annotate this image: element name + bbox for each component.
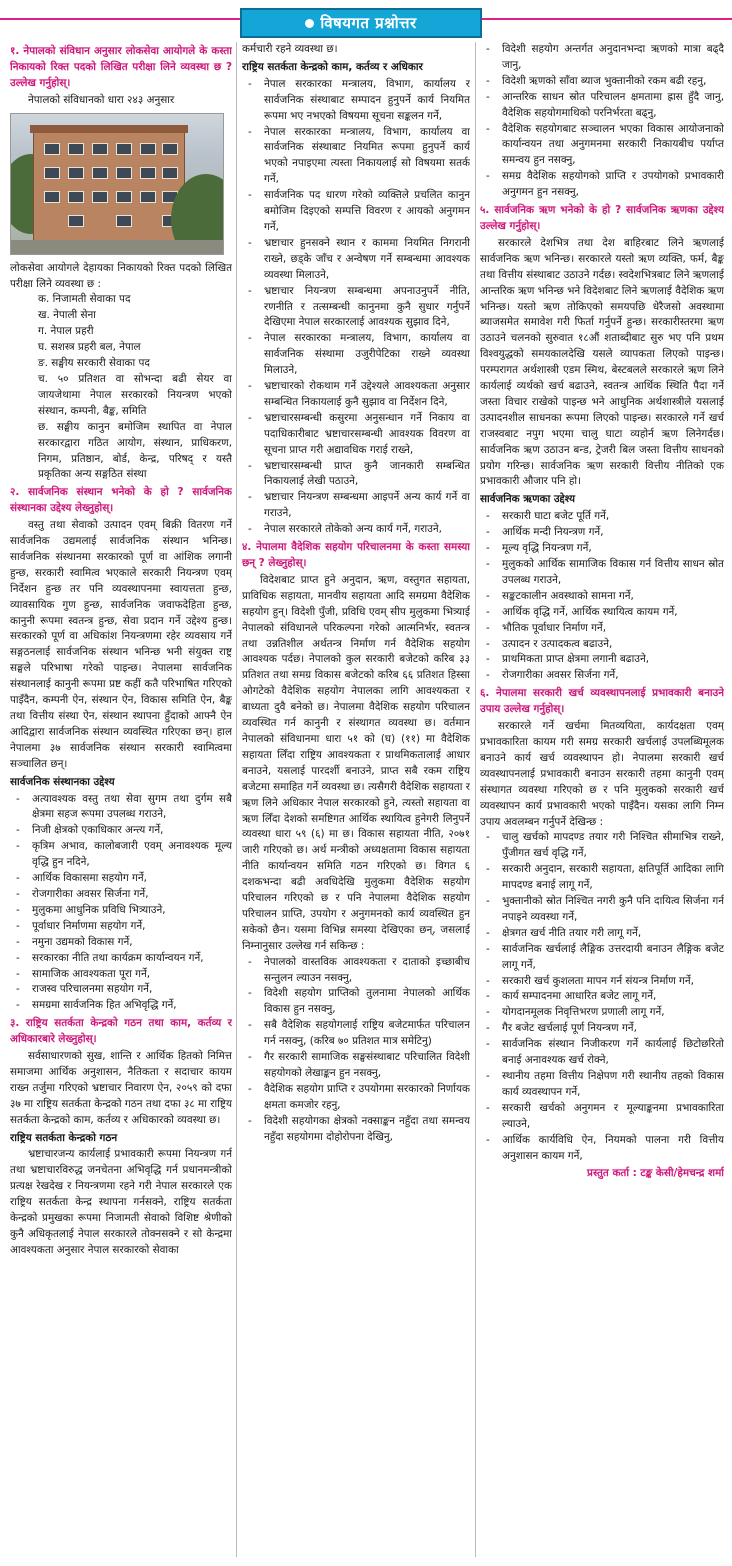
list-item: - आर्थिक कार्यविधि ऐन, नियमको पालना गरी वित्तीय अनुशासन कायम गर्ने,: [480, 1133, 724, 1165]
list-item: - भुक्तानीको स्रोत निश्चित नगरी कुनै पनि दायित्व सिर्जना गर्न नपाइने व्यवस्था गर्ने,: [480, 894, 724, 926]
question-6: ६. नेपालमा सरकारी खर्च व्यवस्थापनलाई प्रभावकारी बनाउने उपाय उल्लेख गर्नुहोस्।: [480, 687, 724, 716]
list-item: - नेपाल सरकारका मन्त्रालय, विभाग, कार्यालय वा सार्वजनिक संस्थामा उजुरीपेटिका राख्ने व्यवस्था मिलाउने,: [242, 331, 470, 379]
list-item: - आर्थिक मन्दी नियन्त्रण गर्ने,: [480, 525, 724, 541]
list-item: - नेपाल सरकारले तोकेको अन्य कार्य गर्ने, गराउने,: [242, 522, 470, 538]
list: [242, 77, 470, 538]
list-item: - आन्तरिक साधन स्रोत परिचालन क्षमतामा ह्रास हुँदै जानु, वैदेशिक सहयोगमाथिको परनिर्भरता बढ्नु,: [480, 90, 724, 122]
list: [10, 792, 232, 1015]
list-item: - स्थानीय तहमा वित्तीय निक्षेपण गरी स्थानीय तहको विकास कार्य व्यवस्थापन गर्ने,: [480, 1069, 724, 1101]
column-1: [10, 42, 232, 1557]
list-item: - वैदेशिक सहयोगबाट सञ्चालन भएका विकास आयोजनाको कार्यान्वयन तथा अनुगमनमा सरकारी निकायबीच पर्याप्त समन्वय हुन नसक्नु,: [480, 122, 724, 170]
list-item: - निजी क्षेत्रको एकाधिकार अन्त्य गर्ने,: [10, 823, 232, 839]
column-2: [242, 42, 470, 1557]
list-item: - भ्रष्टाचार नियन्त्रण सम्बन्धमा आइपर्ने अन्य कार्य गर्ने वा गराउने,: [242, 490, 470, 522]
question-3: ३. राष्ट्रिय सतर्कता केन्द्रको गठन तथा काम, कर्तव्य र अधिकारबारे लेख्नुहोस्।: [10, 1017, 232, 1046]
question-1: १. नेपालको संविधान अनुसार लोकसेवा आयोगले के कस्ता निकायको रिक्त पदको लिखित परीक्षा लिने व्यवस्था छ ? उल्लेख गर्नुहोस्।: [10, 45, 232, 89]
list-item: छ. सङ्घीय कानुन बमोजिम स्थापित वा नेपाल सरकारद्वारा गठित आयोग, संस्थान, प्राधिकरण, निगम, प्रतिष्ठान, बोर्ड, केन्द्र, परिषद् र यस्तै प्रकृतिका अन्य सङ्गठित संस्था: [38, 420, 232, 481]
list-item: - आर्थिक वृद्धि गर्ने, आर्थिक स्थायित्व कायम गर्ने,: [480, 605, 724, 621]
list-item: - भ्रष्टाचार हुनसक्ने स्थान र काममा नियमित निगरानी राख्ने, छड्के जाँच र अन्वेषण गर्ने सम्बन्धमा आवश्यक व्यवस्था मिलाउने,: [242, 236, 470, 284]
author-byline: प्रस्तुत कर्ता : टङ्क केसी/हेमचन्द्र शर्मा: [587, 1167, 724, 1180]
paragraph: वस्तु तथा सेवाको उत्पादन एवम् बिक्री वितरण गर्ने सार्वजनिक उद्यमलाई सार्वजनिक संस्थान भनिन्छ। सार्वजनिक संस्थानमा सरकारको पूर्ण वा आंशिक लगानी हुन्छ, सरकारी स्वामित्व भएकाले सरकारी नियन्त्रण एवम् निर्देशन हुन्छ तर पनि व्यवस्थापनमा स्वायत्तता हुन्छ, व्यावसायिक गुण हुन्छ, सार्वजनिक जवाफदेहिता हुन्छ, कानुनी रूपमा स्वतन्त्र हुन्छ, सेवा प्रदान गर्ने उद्देश्य हुन्छ। सरकारको पूर्ण वा अधिकांश नियन्त्रणमा रहेर व्यवसाय गर्ने सङ्गठनलाई सार्वजनिक संस्थान भनिन्छ भनी संयुक्त राष्ट्र सङ्घले परिभाषा गरेको पाइन्छ। नेपालमा सार्वजनिक संस्थानलाई कानुनी रूपमा प्रष्ट कहीं कतै परिभाषित गरिएको पाइँदैन, कम्पनी ऐन, संस्थान ऐन, विकास समिति ऐन, बैङ्क तथा वित्तीय संस्था ऐन, संस्थान स्थापना हुँदाको आफ्नै ऐन आदिद्वारा सार्वजनिक संस्थान व्यवस्थित गरिएका छन्। हाल नेपालमा ३७ सार्वजनिक संस्थान सरकारी स्वामित्वमा सञ्चालित छन्।: [10, 519, 232, 770]
paragraph: विदेशबाट प्राप्त हुने अनुदान, ऋण, वस्तुगत सहायता, प्राविधिक सहायता, मानवीय सहायता आदि समग्रमा वैदेशिक सहयोग हुन्। विदेशी पुँजी, प्रविधि एवम् सीप मुलुकमा भित्र्याई नेपालको संविधानले परिकल्पना गरेको आत्मनिर्भर, स्वतन्त्र तथा उन्नतिशील अर्थतन्त्र निर्माण गर्न वैदेशिक सहयोग आवश्यक पर्दछ। नेपालको कुल सरकारी बजेटको करिब ३३ प्रतिशत तथा समग्र विकास बजेटको करिब ६६ प्रतिशत हिस्सा ओगटेको वैदेशिक सहयोग नेपालका लागि आवश्यकता र बाध्यता दुवै बनेको छ। नेपालमा वैदेशिक सहयोग परिचालन व्यवस्थित गर्न कानुनी र संस्थागत व्यवस्था छ। वर्तमान नेपालको संविधानमा धारा ५१ को (घ) (११) मा वैदेशिक सहायता लिँदा राष्ट्रिय आवश्यकता र प्राथमिकतालाई आधार बनाउने, यसलाई पारदर्शी बनाउने, प्राप्त सबै रकम राष्ट्रिय बजेटमा समाहित गर्ने व्यवस्था छ। त्यसैगरी वैदेशिक सहायता र ऋण लिने अधिकार नेपाल सरकारको हुने, त्यस्तो सहायता वा ऋण लिँदा देशको समष्टिगत आर्थिक स्थायित्व हुनेगरी लिनुपर्ने व्यवस्था धारा ५९ (६) मा छ। विकास सहायता नीति, २०७१ जारी गरिएको छ। अर्थ मन्त्रीको अध्यक्षतामा विकास सहायता नीति कार्यान्वयन समिति गठन गरिएको छ। विगत ६ दशकभन्दा बढी अवधिदेखि मुलुकमा वैदेशिक सहयोग परिचालन गरिएको छ र पनि नेपालमा वैदेशिक सहयोग परिचालन प्राप्ति, उपयोग र अनुगमनको कार्य व्यवस्थित हुन सकेको छैन। यसमा विभिन्न समस्या देखिएका छन्, जसलाई निम्नानुसार उल्लेख गर्न सकिन्छ :: [242, 573, 470, 952]
list-item: - भ्रष्टाचारसम्बन्धी प्राप्त कुनै जानकारी सम्बन्धित निकायलाई लेखी पठाउने,: [242, 459, 470, 491]
article-columns: [10, 42, 724, 1557]
paragraph: सर्वसाधारणको सुख, शान्ति र आर्थिक हितको निमित्त समाजमा आर्थिक अनुशासन, नैतिकता र सदाचार कायम राख्न तर्जुमा गरिएको भ्रष्टाचार निवारण ऐन, २०५९ को दफा ३७ मा राष्ट्रिय सतर्कता केन्द्रको गठन तथा दफा ३८ मा राष्ट्रिय सतर्कता केन्द्रको काम, कर्तव्य र अधिकारको व्यवस्था छ।: [10, 1050, 232, 1126]
subheading: सार्वजनिक संस्थानका उद्देश्य: [10, 775, 115, 788]
list-item: - चालु खर्चको मापदण्ड तयार गरी निश्चित सीमाभित्र राख्ने, पुँजीगत खर्च वृद्धि गर्ने,: [480, 830, 724, 862]
list-item: - समग्रमा सार्वजनिक हित अभिवृद्धि गर्ने,: [10, 998, 232, 1014]
list-item: - योगदानमूलक निवृत्तिभरण प्रणाली लागू गर्ने,: [480, 1005, 724, 1021]
list: [10, 292, 232, 483]
list-item: - विदेशी ऋणको साँवा ब्याज भुक्तानीको रकम बढी रहनु,: [480, 74, 724, 90]
list-item: - भ्रष्टाचारसम्बन्धी कसुरमा अनुसन्धान गर्ने निकाय वा पदाधिकारीबाट भ्रष्टाचारसम्बन्धी आवश्यक विवरण वा सूचना प्राप्त गरी अद्यावधिक गराई राख्ने,: [242, 411, 470, 459]
list-item: - रोजगारीका अवसर सिर्जना गर्ने,: [480, 668, 724, 684]
list-item: - आर्थिक विकासमा सहयोग गर्ने,: [10, 871, 232, 887]
list-item: - पूर्वाधार निर्माणमा सहयोग गर्ने,: [10, 919, 232, 935]
list-item: - नेपालको वास्तविक आवश्यकता र दाताको इच्छाबीच सन्तुलन ल्याउन नसक्नु,: [242, 955, 470, 987]
list-item: ग. नेपाल प्रहरी: [38, 325, 94, 338]
column-divider: [475, 42, 476, 1557]
list-item: च. ५० प्रतिशत वा सोभन्दा बढी सेयर वा जायजेथामा नेपाल सरकारको नियन्त्रण भएको संस्थान, कम्पनी, बैङ्क, समिति: [38, 372, 232, 417]
list-item: - समग्र वैदेशिक सहयोगको प्राप्ति र उपयोगको प्रभावकारी अनुगमन हुन नसक्नु,: [480, 169, 724, 201]
list-item: घ. सशस्त्र प्रहरी बल, नेपाल: [38, 341, 141, 354]
question-2: २. सार्वजनिक संस्थान भनेको के हो ? सार्वजनिक संस्थानका उद्देश्य लेख्नुहोस्।: [10, 486, 232, 515]
list-item: - नमुना उद्यमको विकास गर्ने,: [10, 935, 232, 951]
list-item: - गैर बजेट खर्चलाई पूर्ण नियन्त्रण गर्ने,: [480, 1021, 724, 1037]
list: [480, 509, 724, 684]
list-item: - सङ्कटकालीन अवस्थाको सामना गर्ने,: [480, 589, 724, 605]
list-item: - कृत्रिम अभाव, कालोबजारी एवम् अनावश्यक मूल्य वृद्धि हुन नदिने,: [10, 839, 232, 871]
list-item: क. निजामती सेवाका पद: [38, 293, 131, 306]
list-item: - सरकारी खर्च कुशलता मापन गर्न संयन्त्र निर्माण गर्ने,: [480, 974, 724, 990]
building-photo: [10, 113, 224, 255]
paragraph: सरकारले देशभित्र तथा देश बाहिरबाट लिने ऋणलाई सार्वजनिक ऋण भनिन्छ। सरकारले यस्तो ऋण व्यक्ति, फर्म, बैङ्क तथा वित्तीय संस्थाबाट उठाउने गर्दछ। स्वदेशभित्रबाट लिने ऋणलाई आन्तरिक ऋण भनिन्छ भने विदेशबाट लिने ऋणलाई वैदेशिक ऋण भनिन्छ। यस्तो ऋण तोकिएको समयपछि धेरैजसो अवस्थामा ब्याजसमेत समावेश गरी फिर्ता गर्नुपर्ने हुन्छ। सरकारीस्तरमा ऋण उठाउने चलनको सुरुवात १८औं शताब्दीबाट सुरु भए पनि प्रथम विश्वयुद्धको समयकालदेखि यसले व्यापकता लिएको पाइन्छ। परम्परागत अर्थशास्त्री एडम स्मिथ, बेस्टबलले सरकारले ऋण लिने कार्यलाई व्यर्थको खर्च बढाउने, स्वतन्त्र आर्थिक स्थिति पैदा गर्ने जस्ता विचार राखेको पाइन्छ भने आधुनिक अर्थशास्त्रीले यसलाई उत्पादनशील साधनका रूपमा लिएको पाइन्छ। सरकारले गर्ने खर्च राजस्वबाट नपुग भएमा चालु घाटा व्यहोर्न ऋण लिनेगर्दछ। सार्वजनिक ऋण उठाउन बन्ड, ट्रेजरी बिल जस्ता वित्तीय साधनको प्रयोग गरिन्छ। सार्वजनिक ऋण सरकारी वित्तीय नीतिको एक प्रभावकारी औजार पनि हो।: [480, 236, 724, 488]
list-item: ख. नेपाली सेना: [38, 309, 96, 322]
list: [480, 42, 724, 201]
paragraph: भ्रष्टाचारजन्य कार्यलाई प्रभावकारी रूपमा नियन्त्रण गर्न तथा भ्रष्टाचारविरुद्ध जनचेतना अभिवृद्धि गर्न प्रधानमन्त्रीको प्रत्यक्ष रेखदेख र नियन्त्रणमा रहने गरी नेपाल सरकारले एक राष्ट्रिय सतर्कता केन्द्र स्थापना गर्नसक्ने, राष्ट्रिय सतर्कता केन्द्रको प्रमुखका रूपमा निजामती सेवाको विशिष्ट श्रेणीको कुनै अधिकृतलाई नेपाल सरकारले तोक्नसक्ने र सो केन्द्रमा आवश्यकता अनुसार नेपाल सरकारको सेवाका: [10, 1148, 232, 1256]
list-item: - सरकारी घाटा बजेट पूर्ति गर्ने,: [480, 509, 724, 525]
list-item: - विदेशी सहयोग प्राप्तिको तुलनामा नेपालको आर्थिक विकास हुन नसक्नु,: [242, 986, 470, 1018]
subheading: राष्ट्रिय सतर्कता केन्द्रको गठन: [10, 1131, 118, 1144]
paragraph: नेपालको संविधानको धारा २४३ अनुसार: [28, 93, 175, 106]
list-item: - गैर सरकारी सामाजिक सङ्घसंस्थाबाट परिचालित विदेशी सहयोगको लेखाङ्कन हुन नसक्नु,: [242, 1050, 470, 1082]
list-item: - भ्रष्टाचार नियन्त्रण सम्बन्धमा अपनाउनुपर्ने नीति, रणनीति र तत्सम्बन्धी कानुनमा कुनै सुधार गर्नुपर्ने देखिएमा नेपाल सरकारलाई आवश्यक सुझाव दिने,: [242, 284, 470, 332]
list-item: - क्षेत्रगत खर्च नीति तयार गरी लागू गर्ने,: [480, 926, 724, 942]
paragraph: कर्मचारी रहने व्यवस्था छ।: [242, 43, 338, 55]
list-item: - सार्वजनिक संस्थान निजीकरण गर्ने कार्यलाई छिटोछरितो बनाई अनावश्यक खर्च रोक्ने,: [480, 1037, 724, 1069]
list-item: - विदेशी सहयोग अन्तर्गत अनुदानभन्दा ऋणको मात्रा बढ्दै जानु,: [480, 42, 724, 74]
subheading: सार्वजनिक ऋणका उद्देश्य: [480, 493, 576, 506]
list-item: - भ्रष्टाचारको रोकथाम गर्ने उद्देश्यले आवश्यकता अनुसार सम्बन्धित निकायलाई कुनै सुझाव वा निर्देशन दिने,: [242, 379, 470, 411]
list-item: - नेपाल सरकारका मन्त्रालय, विभाग, कार्यालय वा सार्वजनिक संस्थाबाट नियमित रूपमा हुनुपर्ने कार्य भएको नपाइएमा त्यस्ता निकायलाई सो विषयमा सतर्क गर्ने,: [242, 125, 470, 189]
section-banner: [240, 8, 482, 38]
page-title: विषयगत प्रश्नोत्तर: [320, 14, 417, 32]
list-item: - सरकारी अनुदान, सरकारी सहायता, क्षतिपूर्ति आदिका लागि मापदण्ड बनाई लागू गर्ने,: [480, 862, 724, 894]
column-divider: [236, 42, 237, 1557]
list-item: - राजस्व परिचालनमा सहयोग गर्ने,: [10, 982, 232, 998]
list-item: - सामाजिक आवश्यकता पूरा गर्ने,: [10, 967, 232, 983]
bullet-icon: [305, 19, 314, 28]
list-item: - सार्वजनिक पद धारण गरेको व्यक्तिले प्रचलित कानुन बमोजिम दिइएको सम्पत्ति विवरण र आयको अनुगमन गर्ने,: [242, 188, 470, 236]
list-item: - भौतिक पूर्वाधार निर्माण गर्ने,: [480, 621, 724, 637]
list-item: - वैदेशिक सहयोग प्राप्ति र उपयोगमा सरकारको निर्णायक क्षमता कमजोर रहनु,: [242, 1082, 470, 1114]
question-4: ४. नेपालमा वैदेशिक सहयोग परिचालनमा के कस्ता समस्या छन् ? लेख्नुहोस्।: [242, 541, 470, 569]
list-item: - अत्यावश्यक वस्तु तथा सेवा सुगम तथा दुर्गम सबै क्षेत्रमा सहज रूपमा उपलब्ध गराउने,: [10, 792, 232, 824]
list: [242, 955, 470, 1146]
list-item: - मुलुकको आर्थिक सामाजिक विकास गर्न वित्तीय साधन स्रोत उपलब्ध गराउने,: [480, 557, 724, 589]
question-5: ५. सार्वजनिक ऋण भनेको के हो ? सार्वजनिक ऋणका उद्देश्य उल्लेख गर्नुहोस्।: [480, 204, 724, 232]
list-item: - सरकारी खर्चको अनुगमन र मूल्याङ्कनमा प्रभावकारिता ल्याउने,: [480, 1101, 724, 1133]
list: [480, 830, 724, 1164]
list-item: - सार्वजनिक खर्चलाई लैङ्गिक उत्तरदायी बनाउन लैङ्गिक बजेट लागू गर्ने,: [480, 942, 724, 974]
ground-shape: [11, 240, 223, 254]
column-3: [480, 42, 724, 1557]
list-item: - मूल्य वृद्धि नियन्त्रण गर्ने,: [480, 541, 724, 557]
paragraph: सरकारले गर्ने खर्चमा मितव्ययिता, कार्यदक्षता एवम् प्रभावकारिता कायम गरी समग्र सरकारी खर्चलाई उपलब्धिमूलक बनाउने कार्य खर्च व्यवस्थापन हो। नेपालमा सरकारी खर्च व्यवस्थापनलाई प्रभावकारी बनाउन सरकारी तहमा कानुनी एवम् संस्थागत व्यवस्था गरिएको छ र पनि मुलुकको सरकारी खर्च व्यवस्थापन कार्य प्रभावकारी भएको पाइँदैन। यसका लागि निम्न उपाय अवलम्बन गर्नुपर्ने देखिन्छ :: [480, 720, 724, 828]
building-shape: [33, 130, 185, 244]
list-item: - नेपाल सरकारका मन्त्रालय, विभाग, कार्यालय र सार्वजनिक संस्थाबाट सम्पादन हुनुपर्ने कार्य नियमित रूपमा भए नभएको विषयमा सूचना सङ्कलन गर्ने,: [242, 77, 470, 125]
list-item: - उत्पादन र उत्पादकत्व बढाउने,: [480, 637, 724, 653]
subheading: राष्ट्रिय सतर्कता केन्द्रको काम, कर्तव्य र अधिकार: [242, 60, 423, 73]
header-bar: [0, 0, 732, 40]
list-item: - प्राथमिकता प्राप्त क्षेत्रमा लगानी बढाउने,: [480, 652, 724, 668]
list-item: - सरकारका नीति तथा कार्यक्रम कार्यान्वयन गर्ने,: [10, 951, 232, 967]
list-item: - कार्य सम्पादनमा आधारित बजेट लागू गर्ने,: [480, 989, 724, 1005]
list-item: ङ. सङ्घीय सरकारी सेवाका पद: [38, 357, 150, 370]
list-item: - मुलुकमा आधुनिक प्रविधि भित्र्याउने,: [10, 903, 232, 919]
paragraph: लोकसेवा आयोगले देहायका निकायको रिक्त पदको लिखित परीक्षा लिने व्यवस्था छ :: [10, 261, 232, 290]
list-item: - विदेशी सहयोगका क्षेत्रको नक्साङ्कन नहुँदा तथा समन्वय नहुँदा सहयोगमा दोहोरोपना देखिनु,: [242, 1114, 470, 1146]
list-item: - सबै वैदेशिक सहयोगलाई राष्ट्रिय बजेटमार्फत परिचालन गर्न नसक्नु, (करिब ७० प्रतिशत मात्र समेटिनु): [242, 1018, 470, 1050]
list-item: - रोजगारीका अवसर सिर्जना गर्ने,: [10, 887, 232, 903]
